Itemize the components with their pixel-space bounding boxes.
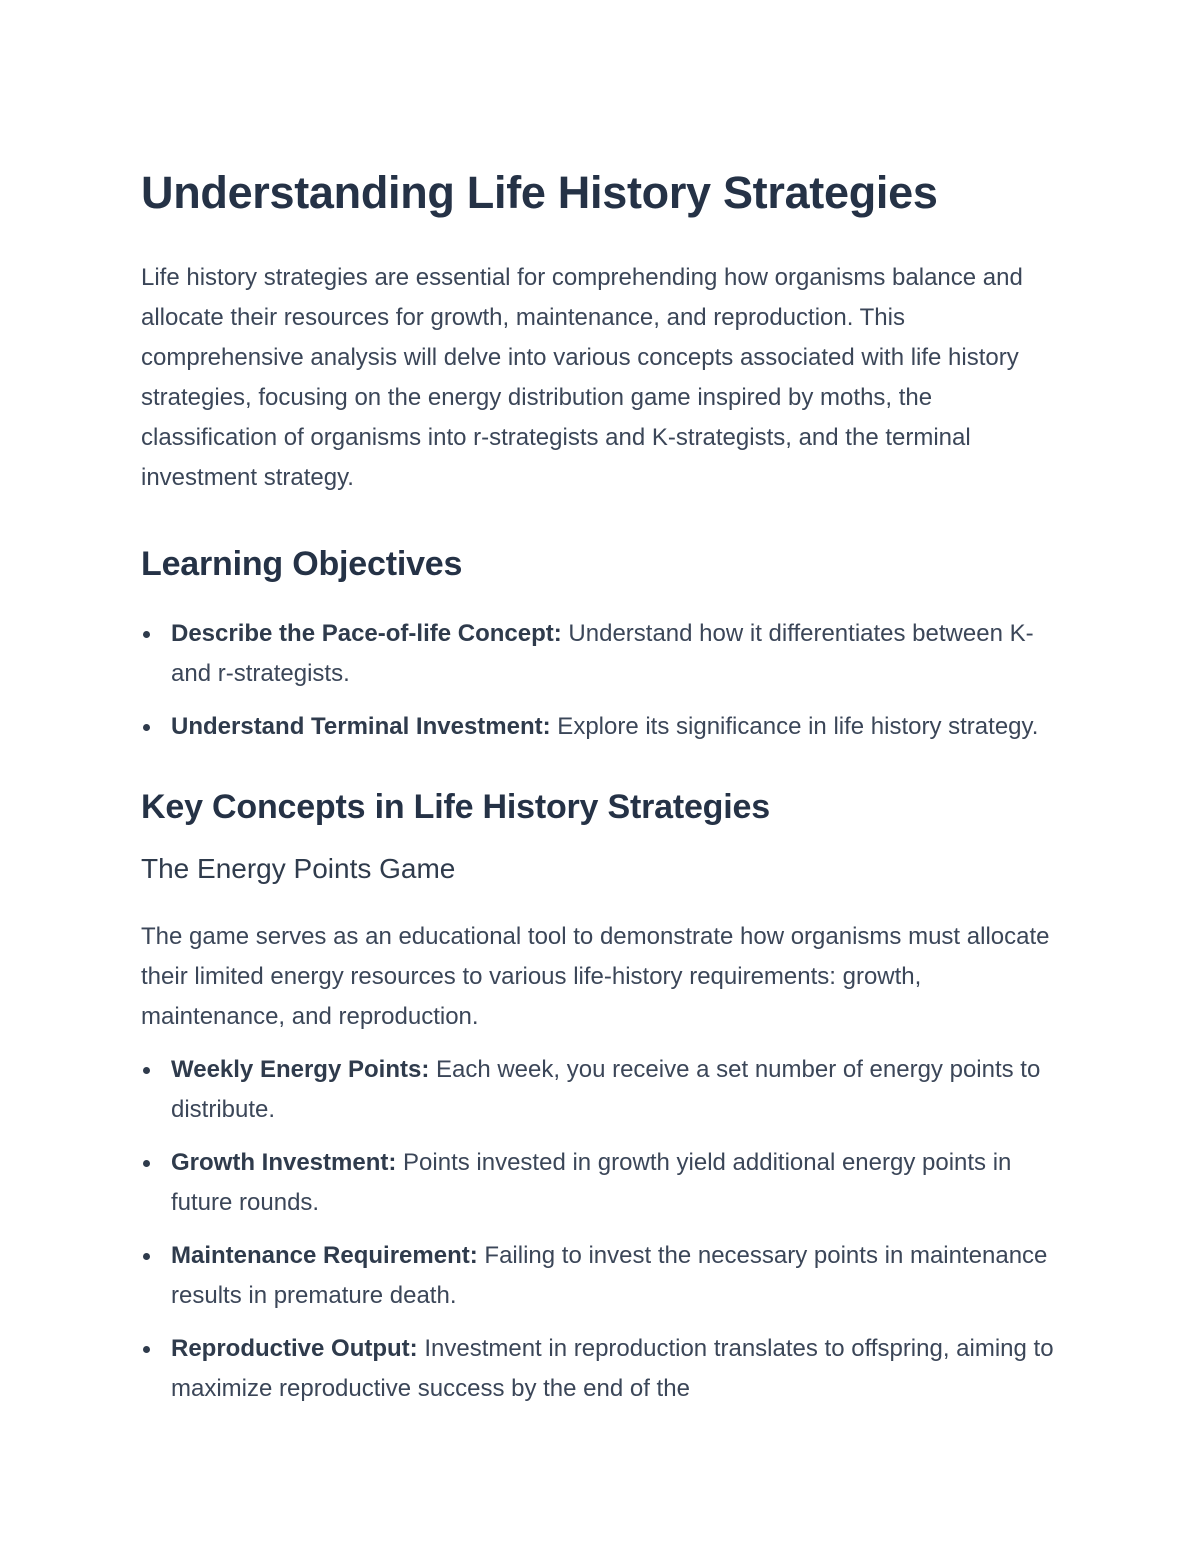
list-item-term: Weekly Energy Points: bbox=[171, 1056, 430, 1083]
list-item bbox=[141, 1329, 1061, 1409]
bullet-icon bbox=[143, 1346, 150, 1353]
energy-game-description: The game serves as an educational tool to demonstrate how organisms must allocate their limited energy resources to various life-history requirements: growth, maintenance, and reproduction. bbox=[141, 923, 1050, 1030]
bullet-icon bbox=[143, 724, 150, 731]
bullet-icon bbox=[143, 1067, 150, 1074]
list-item-term: Understand Terminal Investment: bbox=[171, 713, 551, 740]
bullet-icon bbox=[143, 631, 150, 638]
list-item bbox=[141, 1236, 1061, 1316]
learning-objectives-heading: Learning Objectives bbox=[141, 545, 463, 583]
list-item-text: Explore its significance in life history strategy. bbox=[550, 713, 1039, 740]
bullet-icon bbox=[143, 1253, 150, 1260]
document-page bbox=[141, 162, 1061, 1422]
list-item-term: Growth Investment: bbox=[171, 1149, 397, 1176]
list-item bbox=[141, 707, 1061, 747]
list-item-text: Each week, you receive a set number of energy points to distribute. bbox=[171, 1056, 1041, 1123]
list-item-text: Failing to invest the necessary points in maintenance results in premature death. bbox=[171, 1242, 1048, 1309]
energy-game-heading: The Energy Points Game bbox=[141, 853, 456, 884]
bullet-icon bbox=[143, 1160, 150, 1167]
learning-objectives-list bbox=[141, 614, 1061, 747]
energy-game-list bbox=[141, 1050, 1061, 1409]
list-item-term: Maintenance Requirement: bbox=[171, 1242, 478, 1269]
intro-paragraph: Life history strategies are essential for comprehending how organisms balance and allocate their resources for growth, maintenance, and reproduction. This comprehensive analysis will delve into various concepts associated with life history strategies, focusing on the energy distribution game inspired by moths, the classification of organisms into r-strategists and K-strategists, and the terminal investment strategy. bbox=[141, 264, 1023, 491]
page-title: Understanding Life History Strategies bbox=[141, 167, 938, 218]
list-item-text: Investment in reproduction translates to offspring, aiming to maximize reproductive success by the end of the bbox=[171, 1335, 1054, 1402]
key-concepts-heading: Key Concepts in Life History Strategies bbox=[141, 788, 770, 826]
list-item-text: Understand how it differentiates between K- and r-strategists. bbox=[171, 620, 1034, 687]
list-item-text: Points invested in growth yield additional energy points in future rounds. bbox=[171, 1149, 1012, 1216]
list-item-term: Reproductive Output: bbox=[171, 1335, 418, 1362]
list-item bbox=[141, 1143, 1061, 1223]
list-item bbox=[141, 1050, 1061, 1130]
list-item-term: Describe the Pace-of-life Concept: bbox=[171, 620, 562, 647]
list-item bbox=[141, 614, 1061, 694]
